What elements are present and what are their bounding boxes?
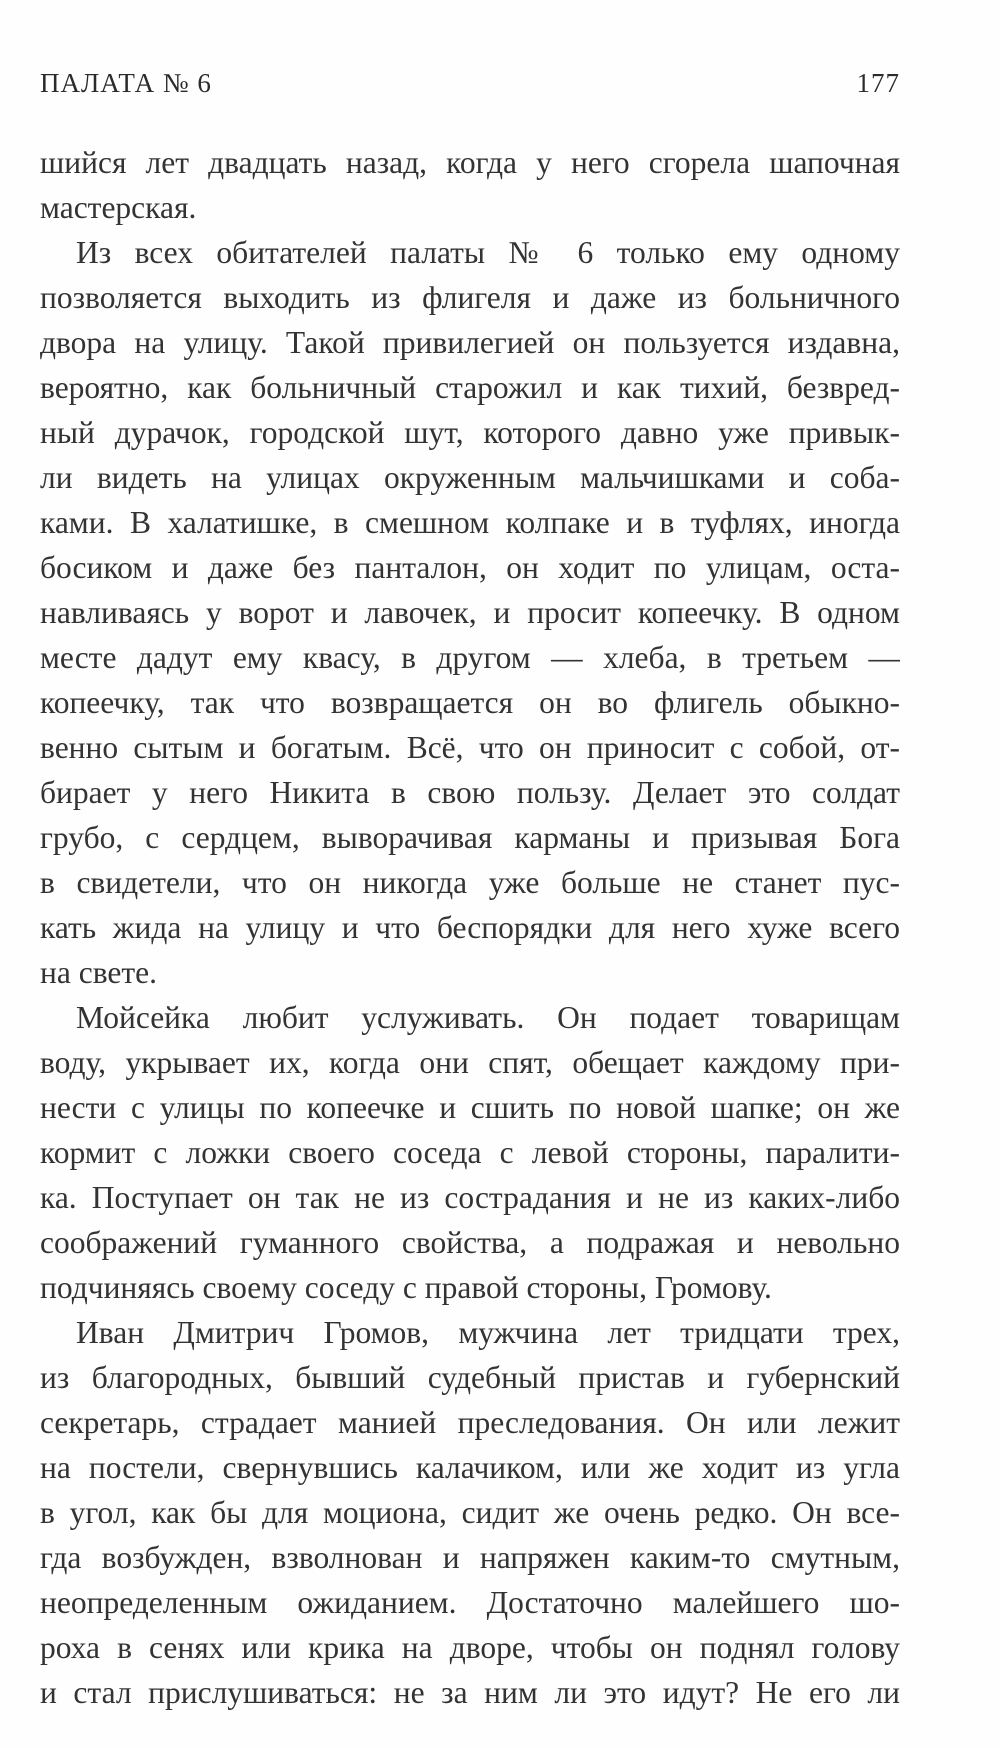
text-line: вероятно, как больничный старожил и как тихий, безвред- (40, 370, 900, 405)
text-line: из благородных, бывший судебный пристав и губернский (40, 1360, 900, 1395)
text-line: венно сытым и богатым. Всё, что он приносит с собой, от- (40, 730, 900, 765)
text-line: роха в сенях или крика на дворе, чтобы он поднял голову (40, 1630, 900, 1665)
text-line: на постели, свернувшись калачиком, или же ходит из угла (40, 1450, 900, 1485)
text-line: подчиняясь своему соседу с правой стороны, Громову. (40, 1270, 772, 1305)
text-line: секретарь, страдает манией преследования. Он или лежит (40, 1405, 900, 1440)
text-line: Иван Дмитрич Громов, мужчина лет тридцати трех, (76, 1315, 900, 1350)
text-line: мастерская. (40, 190, 197, 225)
text-line: бирает у него Никита в свою пользу. Делает это солдат (40, 775, 900, 810)
text-line: двора на улицу. Такой привилегией он пользуется издавна, (40, 325, 900, 360)
text-line: ли видеть на улицах окруженным мальчишками и соба- (40, 460, 900, 495)
text-line: ками. В халатишке, в смешном колпаке и в туфлях, иногда (40, 505, 900, 540)
text-line: воду, укрывает их, когда они спят, обещает каждому при- (40, 1045, 900, 1080)
text-line: и стал прислушиваться: не за ним ли это идут? Не его ли (40, 1675, 900, 1710)
text-line: в угол, как бы для моциона, сидит же очень редко. Он все- (40, 1495, 900, 1530)
running-head (40, 68, 900, 108)
chapter-title: ПАЛАТА № 6 (40, 68, 212, 98)
page-number: 177 (856, 68, 900, 98)
text-line: босиком и даже без панталон, он ходит по улицам, оста- (40, 550, 900, 585)
text-line: шийся лет двадцать назад, когда у него сгорела шапочная (40, 145, 900, 180)
text-line: позволяется выходить из флигеля и даже из больничного (40, 280, 900, 315)
text-line: ный дурачок, городской шут, которого давно уже привык- (40, 415, 900, 450)
text-line: грубо, с сердцем, выворачивая карманы и призывая Бога (40, 820, 900, 855)
text-line: Мойсейка любит услуживать. Он подает товарищам (76, 1000, 900, 1035)
text-line: Из всех обитателей палаты № 6 только ему одному (76, 235, 900, 270)
text-line: на свете. (40, 955, 157, 990)
text-line: кать жида на улицу и что беспорядки для него хуже всего (40, 910, 900, 945)
text-line: кормит с ложки своего соседа с левой стороны, паралити- (40, 1135, 900, 1170)
text-line: навливаясь у ворот и лавочек, и просит копеечку. В одном (40, 595, 900, 630)
text-line: копеечку, так что возвращается он во флигель обыкно- (40, 685, 900, 720)
text-line: нести с улицы по копеечке и сшить по новой шапке; он же (40, 1090, 900, 1125)
text-line: месте дадут ему квасу, в другом — хлеба, в третьем — (40, 640, 900, 675)
text-line: в свидетели, что он никогда уже больше не станет пус- (40, 865, 900, 900)
text-line: ка. Поступает он так не из сострадания и не из каких-либо (40, 1180, 900, 1215)
text-line: неопределенным ожиданием. Достаточно малейшего шо- (40, 1585, 900, 1620)
body-text (40, 140, 900, 1715)
text-line: соображений гуманного свойства, а подражая и невольно (40, 1225, 900, 1260)
text-line: гда возбужден, взволнован и напряжен каким-то смутным, (40, 1540, 900, 1575)
